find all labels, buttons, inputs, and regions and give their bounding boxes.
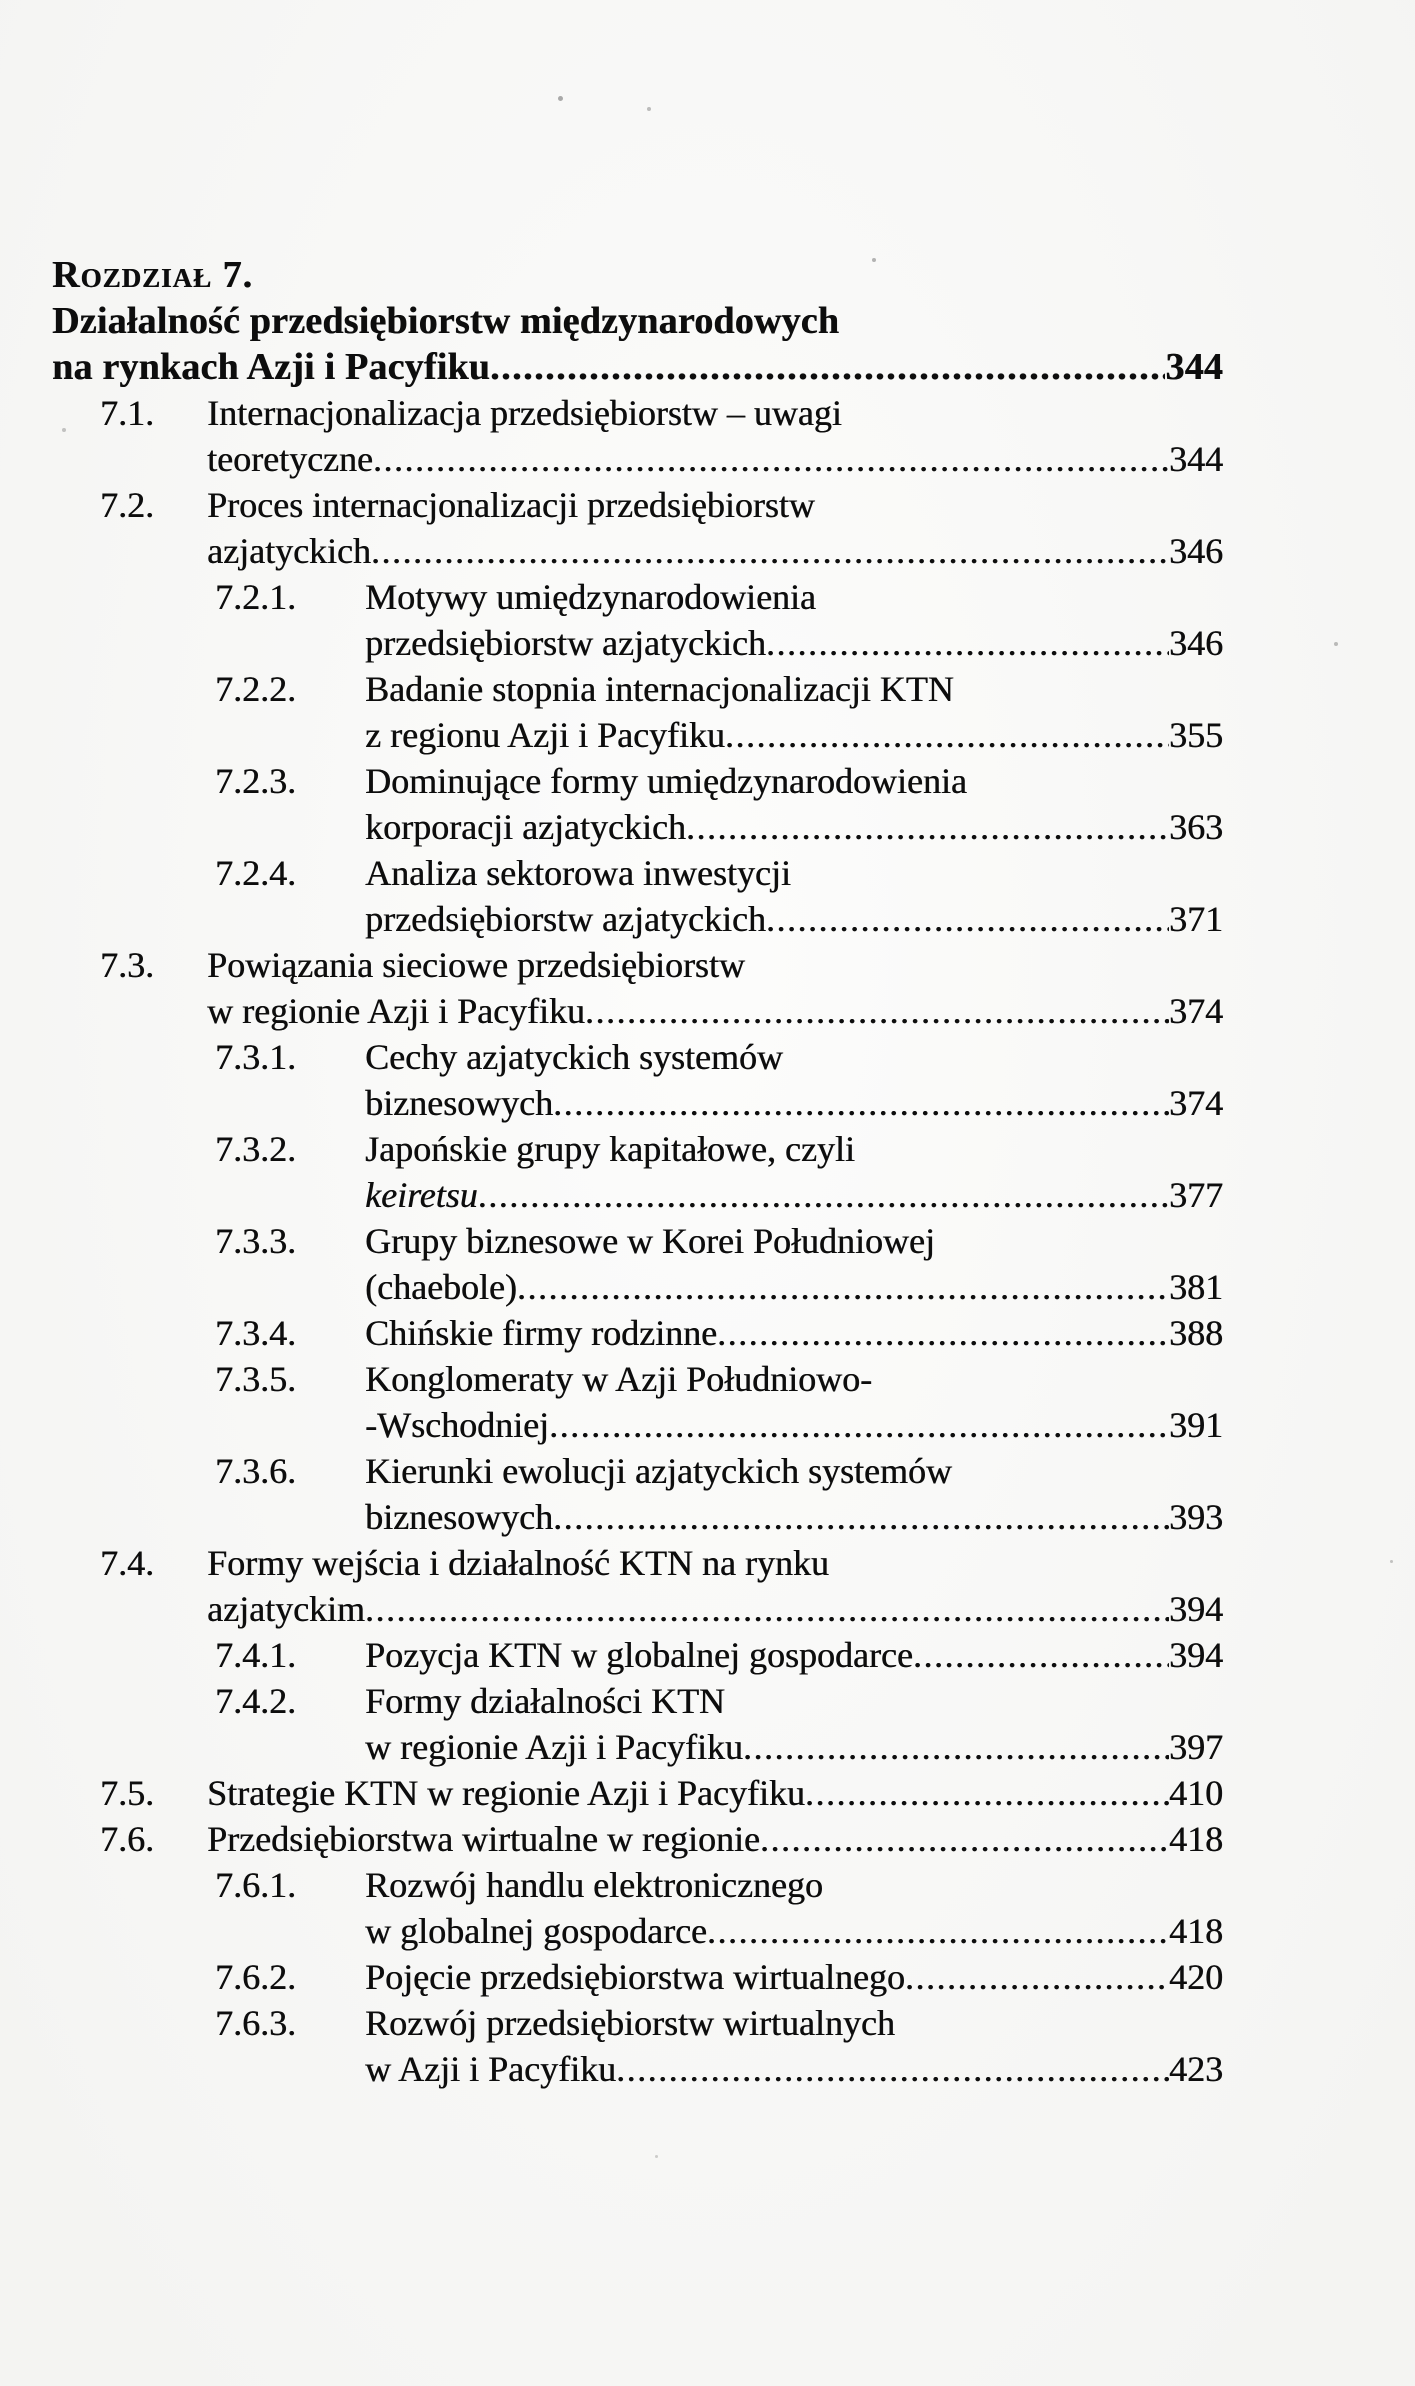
entry-text: w Azji i Pacyfiku (365, 2049, 616, 2089)
toc-entry (52, 666, 1223, 758)
page-number: 355 (1169, 715, 1223, 755)
toc-line (100, 390, 1223, 436)
toc-continuation-line (215, 896, 1223, 942)
page-number: 420 (1169, 1957, 1223, 1997)
entry-number: 7.3.1. (215, 1037, 296, 1077)
dot-leader (553, 1080, 1169, 1126)
dot-leader (585, 988, 1169, 1034)
toc-line (215, 574, 1223, 620)
entry-number: 7.3.6. (215, 1451, 296, 1491)
entry-text: Internacjonalizacja przedsiębiorstw – uwagi (207, 393, 842, 433)
toc-continuation-line (215, 2046, 1223, 2092)
entry-text: w regionie Azji i Pacyfiku (207, 991, 585, 1031)
entry-text: azjatyckich (207, 531, 371, 571)
toc-entry (52, 850, 1223, 942)
entry-number: 7.3.2. (215, 1129, 296, 1169)
toc-line (215, 1954, 1223, 2000)
dot-leader (760, 1816, 1169, 1862)
entry-text: Formy działalności KTN (365, 1681, 725, 1721)
scan-speck (647, 107, 651, 111)
chapter-label: Rozdział 7. (52, 254, 253, 296)
toc-entry (52, 1540, 1223, 1632)
entry-number: 7.3.5. (215, 1359, 296, 1399)
entry-text: korporacji azjatyckich (365, 807, 686, 847)
entry-text: Chińskie firmy rodzinne (365, 1313, 717, 1353)
entry-number: 7.2.2. (215, 669, 296, 709)
dot-leader (766, 896, 1169, 942)
toc-continuation-line (215, 1264, 1223, 1310)
entry-text: Cechy azjatyckich systemów (365, 1037, 783, 1077)
entry-text: (chaebole) (365, 1267, 517, 1307)
entry-number: 7.5. (100, 1773, 154, 1813)
toc-list (52, 390, 1223, 2092)
page-number: 344 (1165, 346, 1223, 388)
entry-text: przedsiębiorstw azjatyckich (365, 623, 766, 663)
toc-continuation-line (215, 1172, 1223, 1218)
toc-continuation-line (215, 620, 1223, 666)
entry-number: 7.6.1. (215, 1865, 296, 1905)
page-number: 374 (1169, 991, 1223, 1031)
page-number: 394 (1169, 1589, 1223, 1629)
dot-leader (553, 1494, 1169, 1540)
entry-number: 7.3.3. (215, 1221, 296, 1261)
scan-speck (872, 258, 876, 262)
toc-entry (52, 1034, 1223, 1126)
entry-number: 7.2.4. (215, 853, 296, 893)
page-number: 371 (1169, 899, 1223, 939)
entry-text: teoretyczne (207, 439, 373, 479)
entry-text: Motywy umiędzynarodowienia (365, 577, 816, 617)
toc-entry (52, 1632, 1223, 1678)
entry-text: Rozwój przedsiębiorstw wirtualnych (365, 2003, 895, 2043)
dot-leader (549, 1402, 1169, 1448)
toc-continuation-line (215, 712, 1223, 758)
toc-entry (52, 1862, 1223, 1954)
page-number: 346 (1169, 623, 1223, 663)
entry-number: 7.2. (100, 485, 154, 525)
toc-line (215, 1862, 1223, 1908)
entry-text: przedsiębiorstw azjatyckich (365, 899, 766, 939)
entry-text: Badanie stopnia internacjonalizacji KTN (365, 669, 954, 709)
entry-text: biznesowych (365, 1497, 553, 1537)
scan-speck (558, 96, 563, 101)
toc-line (215, 1310, 1223, 1356)
dot-leader (717, 1310, 1169, 1356)
toc-entry (52, 1770, 1223, 1816)
entry-text: w globalnej gospodarce (365, 1911, 707, 1951)
entry-text: z regionu Azji i Pacyfiku (365, 715, 725, 755)
toc-continuation-line (215, 1080, 1223, 1126)
toc-entry (52, 1310, 1223, 1356)
page-number: 418 (1169, 1819, 1223, 1859)
toc-line (215, 1678, 1223, 1724)
page-number: 377 (1169, 1175, 1223, 1215)
entry-text: Konglomeraty w Azji Południowo- (365, 1359, 872, 1399)
toc-entry (52, 574, 1223, 666)
entry-number: 7.4.1. (215, 1635, 296, 1675)
entry-number: 7.4.2. (215, 1681, 296, 1721)
toc-continuation-line (215, 1402, 1223, 1448)
scan-speck (62, 428, 66, 432)
toc-continuation-line (215, 1494, 1223, 1540)
dot-leader (490, 344, 1165, 390)
chapter-title-text-2: na rynkach Azji i Pacyfiku (52, 346, 491, 388)
entry-number: 7.6.3. (215, 2003, 296, 2043)
toc-entry (52, 1448, 1223, 1540)
chapter-title-text-1: Działalność przedsiębiorstw międzynarodowych (52, 300, 840, 342)
toc-entry (52, 390, 1223, 482)
dot-leader (365, 1586, 1169, 1632)
entry-number: 7.3. (100, 945, 154, 985)
toc-continuation-line (100, 528, 1223, 574)
page-number: 346 (1169, 531, 1223, 571)
toc-line (215, 1356, 1223, 1402)
toc-entry (52, 1954, 1223, 2000)
toc-line (100, 482, 1223, 528)
scan-speck (1334, 642, 1338, 646)
table-of-contents (52, 252, 1223, 2092)
entry-text: Rozwój handlu elektronicznego (365, 1865, 823, 1905)
dot-leader (805, 1770, 1169, 1816)
entry-text: Przedsiębiorstwa wirtualne w regionie (207, 1819, 760, 1859)
page-number: 394 (1169, 1635, 1223, 1675)
chapter-label-line (52, 252, 1223, 298)
entry-number: 7.2.3. (215, 761, 296, 801)
chapter-title-line-1 (52, 298, 1223, 344)
dot-leader (766, 620, 1169, 666)
toc-continuation-line (100, 1586, 1223, 1632)
dot-leader (616, 2046, 1169, 2092)
toc-entry (52, 758, 1223, 850)
page-number: 423 (1169, 2049, 1223, 2089)
dot-leader (743, 1724, 1169, 1770)
toc-continuation-line (100, 988, 1223, 1034)
toc-line (215, 2000, 1223, 2046)
entry-text: Powiązania sieciowe przedsiębiorstw (207, 945, 745, 985)
dot-leader (373, 436, 1169, 482)
entry-text: Proces internacjonalizacji przedsiębiorstw (207, 485, 815, 525)
page-number: 374 (1169, 1083, 1223, 1123)
entry-text: Pozycja KTN w globalnej gospodarce (365, 1635, 913, 1675)
entry-text: keiretsu (365, 1175, 478, 1215)
scan-speck (1390, 1560, 1393, 1563)
entry-number: 7.6. (100, 1819, 154, 1859)
toc-line (215, 850, 1223, 896)
dot-leader (517, 1264, 1169, 1310)
entry-text: Grupy biznesowe w Korei Południowej (365, 1221, 935, 1261)
entry-text: Strategie KTN w regionie Azji i Pacyfiku (207, 1773, 805, 1813)
page-number: 397 (1169, 1727, 1223, 1767)
chapter-title-line-2 (52, 344, 1223, 390)
entry-number: 7.3.4. (215, 1313, 296, 1353)
dot-leader (707, 1908, 1169, 1954)
page-number: 410 (1169, 1773, 1223, 1813)
toc-line (215, 1126, 1223, 1172)
page-number: 344 (1169, 439, 1223, 479)
entry-text: Kierunki ewolucji azjatyckich systemów (365, 1451, 952, 1491)
entry-number: 7.2.1. (215, 577, 296, 617)
toc-line (215, 1632, 1223, 1678)
entry-text: biznesowych (365, 1083, 553, 1123)
page-number: 418 (1169, 1911, 1223, 1951)
page-number: 391 (1169, 1405, 1223, 1445)
toc-line (215, 1034, 1223, 1080)
toc-continuation-line (215, 1908, 1223, 1954)
entry-text: Analiza sektorowa inwestycji (365, 853, 791, 893)
dot-leader (905, 1954, 1169, 2000)
dot-leader (478, 1172, 1169, 1218)
dot-leader (371, 528, 1169, 574)
entry-text: Japońskie grupy kapitałowe, czyli (365, 1129, 855, 1169)
toc-line (215, 1218, 1223, 1264)
entry-number: 7.4. (100, 1543, 154, 1583)
toc-entry (52, 1356, 1223, 1448)
entry-text: w regionie Azji i Pacyfiku (365, 1727, 743, 1767)
entry-text: -Wschodniej (365, 1405, 549, 1445)
toc-entry (52, 2000, 1223, 2092)
toc-entry (52, 1126, 1223, 1218)
page-number: 363 (1169, 807, 1223, 847)
page-number: 388 (1169, 1313, 1223, 1353)
toc-entry (52, 1218, 1223, 1310)
entry-text: Dominujące formy umiędzynarodowienia (365, 761, 967, 801)
page-number: 381 (1169, 1267, 1223, 1307)
toc-line (100, 1816, 1223, 1862)
toc-line (100, 1540, 1223, 1586)
entry-number: 7.1. (100, 393, 154, 433)
entry-text: Formy wejścia i działalność KTN na rynku (207, 1543, 829, 1583)
dot-leader (686, 804, 1169, 850)
toc-line (215, 666, 1223, 712)
toc-line (215, 1448, 1223, 1494)
page-number: 393 (1169, 1497, 1223, 1537)
toc-line (100, 942, 1223, 988)
entry-number: 7.6.2. (215, 1957, 296, 1997)
entry-text: azjatyckim (207, 1589, 365, 1629)
toc-entry (52, 1816, 1223, 1862)
dot-leader (913, 1632, 1169, 1678)
scan-speck (655, 2155, 658, 2158)
toc-line (215, 758, 1223, 804)
toc-entry (52, 1678, 1223, 1770)
chapter-heading (52, 252, 1223, 390)
toc-continuation-line (215, 804, 1223, 850)
toc-line (100, 1770, 1223, 1816)
toc-entry (52, 942, 1223, 1034)
toc-entry (52, 482, 1223, 574)
toc-continuation-line (215, 1724, 1223, 1770)
entry-text: Pojęcie przedsiębiorstwa wirtualnego (365, 1957, 905, 1997)
toc-continuation-line (100, 436, 1223, 482)
dot-leader (725, 712, 1169, 758)
